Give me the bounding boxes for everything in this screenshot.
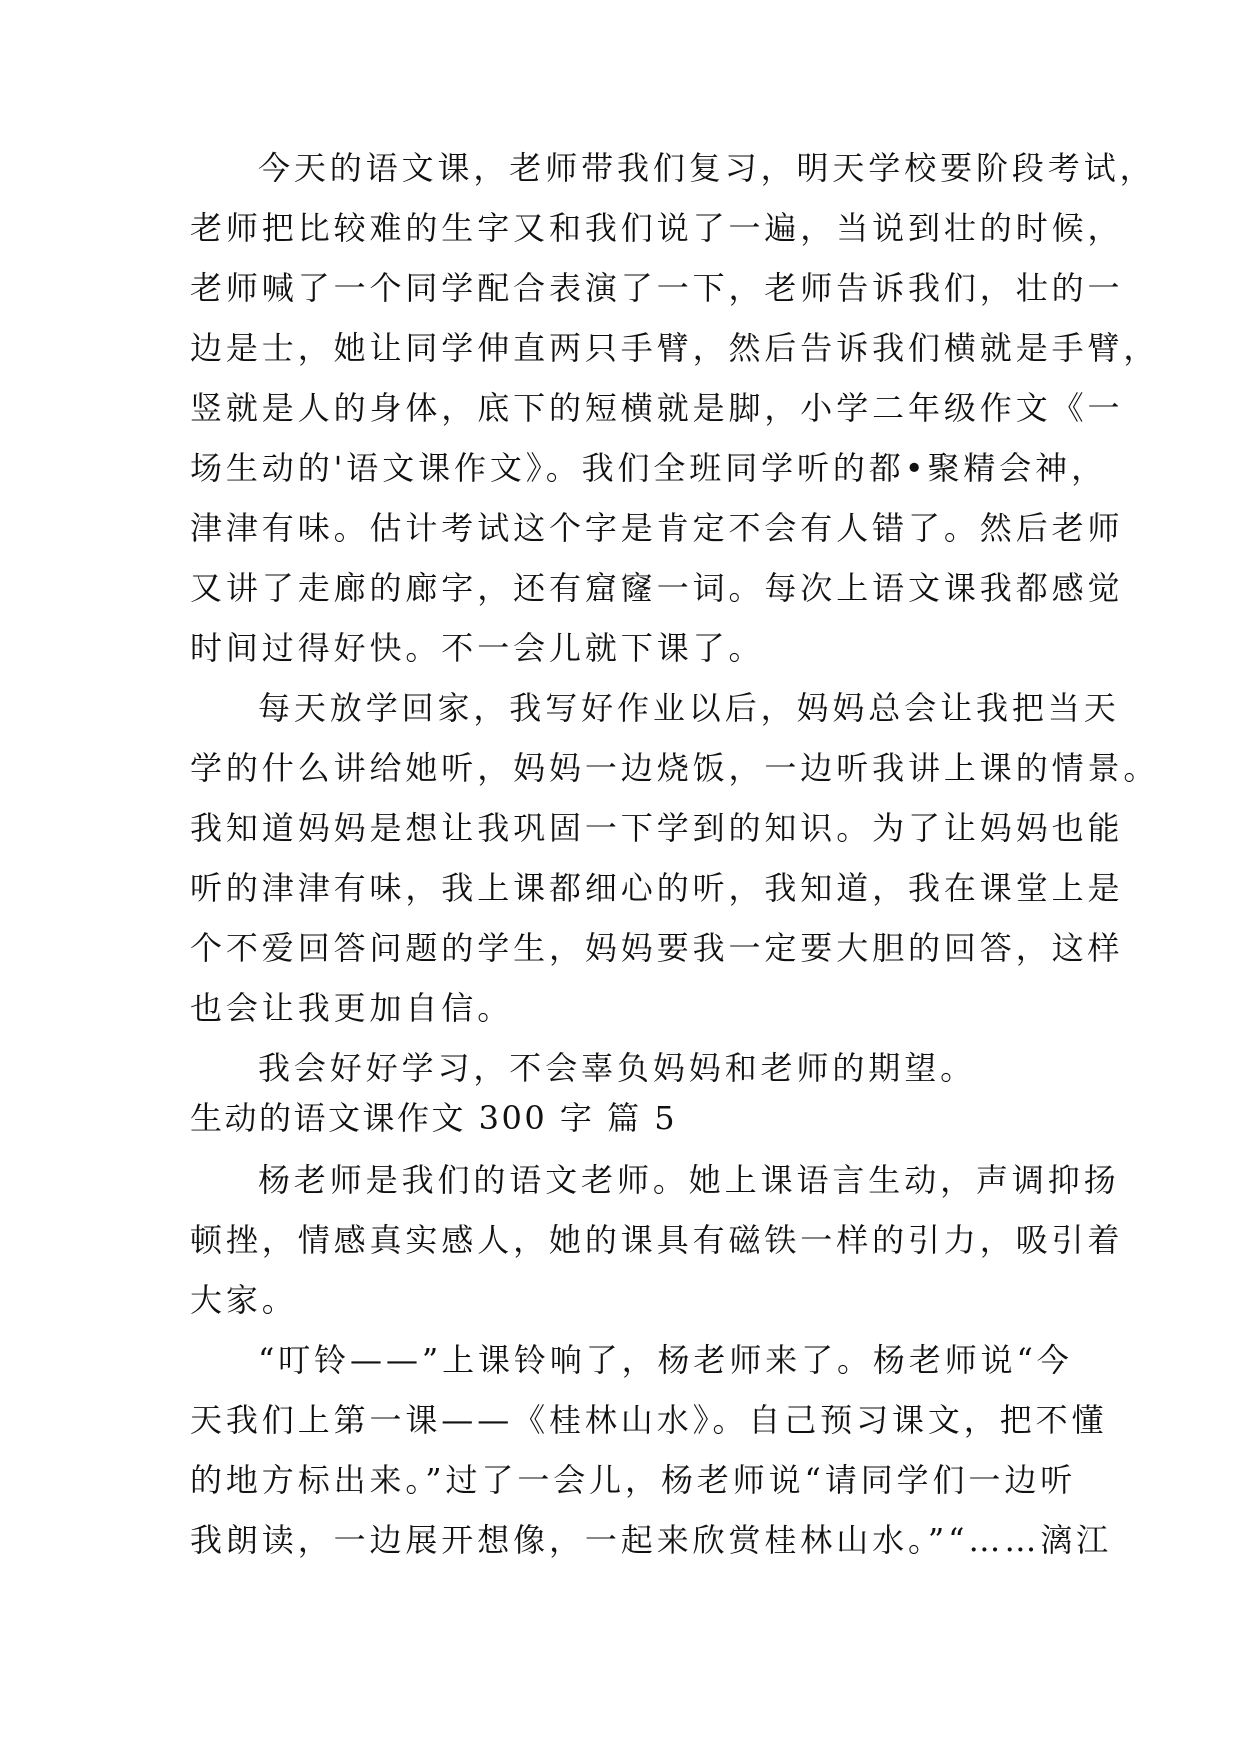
paragraph-line: 天我们上第一课——《桂林山水》。自己预习课文，把不懂 [190,1401,1108,1439]
paragraph-line: “叮铃——”上课铃响了，杨老师来了。杨老师说“今 [258,1341,1073,1379]
paragraph-line: 老师喊了一个同学配合表演了一下，老师告诉我们，壮的一 [190,269,1124,307]
paragraph-line: 每天放学回家，我写好作业以后，妈妈总会让我把当天 [258,689,1120,727]
paragraph-line: 时间过得好快。不一会儿就下课了。 [190,629,765,667]
paragraph-line: 大家。 [190,1281,298,1319]
paragraph-line: 也会让我更加自信。 [190,989,514,1027]
paragraph-line: 个不爱回答问题的学生，妈妈要我一定要大胆的回答，这样 [190,929,1124,967]
paragraph-line: 边是士，她让同学伸直两只手臂，然后告诉我们横就是手臂， [190,329,1160,367]
paragraph-line: 顿挫，情感真实感人，她的课具有磁铁一样的引力，吸引着 [190,1221,1124,1259]
paragraph-line: 听的津津有味，我上课都细心的听，我知道，我在课堂上是 [190,869,1124,907]
paragraph-line: 又讲了走廊的廊字，还有窟窿一词。每次上语文课我都感觉 [190,569,1124,607]
paragraph-line: 我知道妈妈是想让我巩固一下学到的知识。为了让妈妈也能 [190,809,1124,847]
paragraph-line: 的地方标出来。”过了一会儿，杨老师说“请同学们一边听 [190,1461,1077,1499]
paragraph-line: 竖就是人的身体，底下的短横就是脚，小学二年级作文《一 [190,389,1124,427]
section-heading: 生动的语文课作文 300 字 篇 5 [190,1099,678,1137]
paragraph-line: 杨老师是我们的语文老师。她上课语言生动，声调抑扬 [258,1161,1120,1199]
paragraph-line: 学的什么讲给她听，妈妈一边烧饭，一边听我讲上课的情景。 [190,749,1160,787]
paragraph-line: 老师把比较难的生字又和我们说了一遍，当说到壮的时候， [190,209,1124,247]
paragraph-line: 津津有味。估计考试这个字是肯定不会有人错了。然后老师 [190,509,1124,547]
paragraph-line: 我朗读，一边展开想像，一起来欣赏桂林山水。”“……漓江 [190,1521,1113,1559]
paragraph-line: 场生动的'语文课作文》。我们全班同学听的都•聚精会神， [190,449,1107,487]
paragraph-line: 我会好好学习，不会辜负妈妈和老师的期望。 [258,1049,977,1087]
paragraph-line: 今天的语文课，老师带我们复习，明天学校要阶段考试， [258,149,1156,187]
